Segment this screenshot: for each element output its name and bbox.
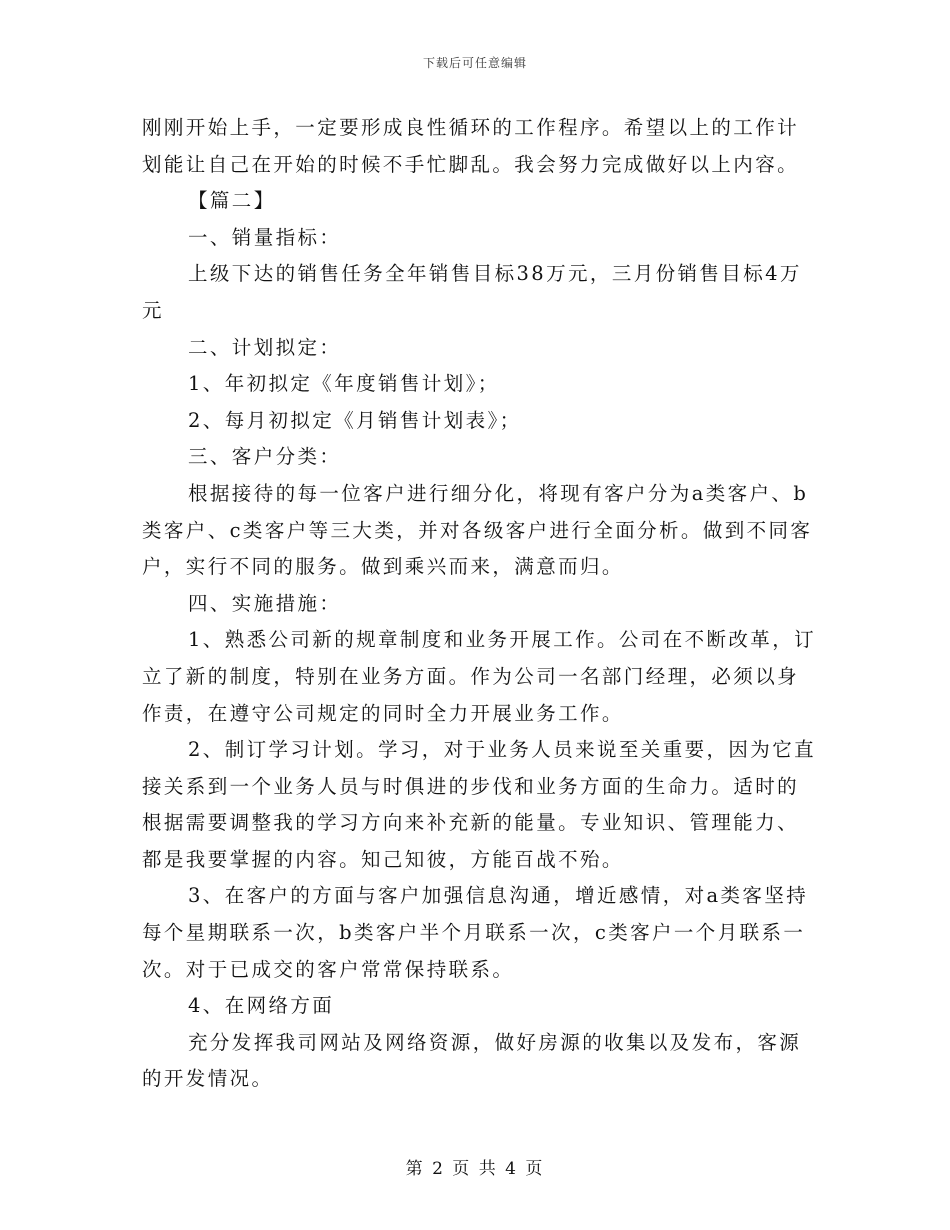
text-line: 二、计划拟定： [188, 335, 342, 359]
text-line: 类客户、c类客户等三大类，并对各级客户进行全面分析。做到不同客 [142, 518, 813, 542]
text-line: 刚刚开始上手，一定要形成良性循环的工作程序。希望以上的工作计 [142, 116, 800, 139]
text-line: 3、在客户的方面与客户加强信息沟通，增近感情，对a类客坚持 [188, 884, 809, 908]
text-line: 根据接待的每一位客户进行细分化，将现有客户分为a类客户、b [188, 481, 809, 505]
text-line: 三、客户分类： [188, 445, 342, 469]
text-line: 2、制订学习计划。学习，对于业务人员来说至关重要，因为它直 [188, 738, 817, 762]
text-line: 每个星期联系一次，b类客户半个月联系一次，c类客户一个月联系一 [142, 921, 806, 945]
text-line: 接关系到一个业务人员与时俱进的步伐和业务方面的生命力。适时的 [142, 774, 800, 798]
text-line: 的开发情况。 [142, 1067, 274, 1091]
text-line: 1、熟悉公司新的规章制度和业务开展工作。公司在不断改革，订 [188, 628, 817, 652]
text-line: 划能让自己在开始的时候不手忙脚乱。我会努力完成做好以上内容。 [142, 152, 800, 176]
text-line: 充分发挥我司网站及网络资源，做好房源的收集以及发布，客源 [188, 1030, 802, 1054]
text-line: 作责，在遵守公司规定的同时全力开展业务工作。 [142, 701, 624, 725]
text-line: 都是我要掌握的内容。知己知彼，方能百战不殆。 [142, 847, 624, 871]
text-line: 4、在网络方面 [188, 994, 335, 1018]
text-line: 根据需要调整我的学习方向来补充新的能量。专业知识、管理能力、 [142, 811, 800, 835]
text-line: 一、销量指标： [188, 225, 342, 249]
text-line: 1、年初拟定《年度销售计划》； [188, 372, 500, 396]
page-number: 第 2 页 共 4 页 [405, 1159, 545, 1179]
text-line: 2、每月初拟定《月销售计划表》； [188, 408, 522, 432]
text-line: 次。对于已成交的客户常常保持联系。 [142, 957, 515, 981]
text-line: 立了新的制度，特别在业务方面。作为公司一名部门经理，必须以身 [142, 664, 800, 688]
text-line: 四、实施措施： [188, 591, 342, 615]
document-body [142, 110, 817, 1098]
text-line: 户，实行不同的服务。做到乘兴而来，满意而归。 [142, 555, 624, 579]
text-line: 上级下达的销售任务全年销售目标38万元，三月份销售目标4万 [188, 262, 802, 286]
header-note: 下载后可任意编辑 [422, 56, 527, 70]
text-line: 元 [142, 298, 164, 322]
text-line: 【篇二】 [188, 189, 276, 213]
